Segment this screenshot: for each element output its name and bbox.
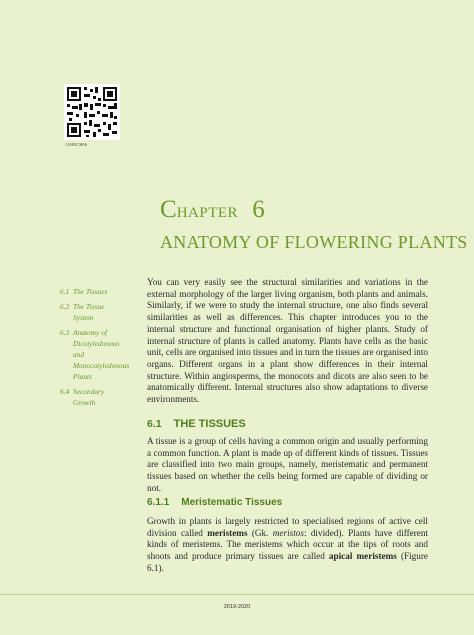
- section-title: THE TISSUES: [173, 418, 246, 430]
- meristem-paragraph: [147, 516, 428, 575]
- chapter-number: 6: [252, 196, 265, 223]
- footer-divider: [0, 594, 474, 595]
- bold-term: meristems: [207, 527, 248, 538]
- section-heading-6-1-1: [147, 497, 282, 508]
- contents-item-label: The Tissues: [73, 287, 108, 296]
- section-heading-6-1: [147, 418, 246, 430]
- contents-item-label: Growth: [73, 398, 96, 407]
- contents-item-6-1[interactable]: [60, 286, 130, 297]
- bold-term: apical meristems: [328, 551, 397, 562]
- chapter-contents-sidebar: [60, 286, 130, 412]
- chapter-label: [160, 196, 265, 224]
- contents-item-label: Anatomy of: [73, 328, 107, 337]
- contents-item-number: 6.3: [60, 328, 70, 337]
- paragraph-text: (Gk.: [247, 527, 273, 538]
- intro-paragraph: You can very easily see the structural similarities and variations in the external morphology of the larger living organism, both plants and animals. Similarly, if we were to study the internal structure, one also finds several similarities as well as differences. This chapter introduces you to the internal structure and functional organisation of higher plants. Study of internal structure of plants is called anatomy. Plants have cells as the basic unit, cells are organised into tissues and in turn the tissues are organised into organs. Different organs in a plant show differences in their internal structure. Within angiosperms, the monocots and dicots are also seen to be anatomically different. Internal structures also show adaptations to diverse environments.: [147, 277, 428, 405]
- section-number: 6.1.1: [147, 497, 170, 508]
- page-footer-year: 2019-2020: [223, 604, 251, 610]
- contents-item-label: System: [73, 313, 94, 322]
- section-number: 6.1: [147, 418, 162, 430]
- contents-item-number: 6.4: [60, 387, 70, 396]
- contents-item-label: Secondary: [73, 387, 105, 396]
- contents-item-label: The Tissue: [73, 302, 105, 311]
- contents-item-6-4[interactable]: [60, 386, 130, 408]
- contents-item-6-2[interactable]: [60, 301, 130, 323]
- paragraph-text: (Figure 6.1).: [147, 551, 428, 573]
- qr-code-image[interactable]: [64, 84, 120, 140]
- contents-item-label: Plants: [73, 372, 92, 381]
- italic-term: meristos: [272, 527, 304, 538]
- qr-code-icon: [64, 84, 120, 140]
- contents-item-label: Monocotyledonous: [73, 361, 130, 370]
- paragraph-text: Growth in plants is largely restricted to specialised regions of active cell division called: [147, 516, 428, 538]
- paragraph-text: : divided). Plants have different kinds of meristems. The meristems which occur at the tips of roots and shoots and produce primary tissues are called: [147, 527, 429, 562]
- contents-item-number: 6.2: [60, 302, 70, 311]
- contents-item-label: Dicotyledonous: [73, 339, 120, 348]
- qr-code-label: 11085CH06: [65, 142, 88, 147]
- chapter-label-rest: HAPTER: [176, 205, 239, 221]
- contents-item-6-3[interactable]: [60, 327, 130, 382]
- chapter-title: ANATOMY OF FLOWERING PLANTS: [160, 232, 468, 252]
- contents-item-label: and: [73, 350, 85, 359]
- section-title: Meristematic Tissues: [181, 497, 283, 508]
- chapter-label-initial: C: [160, 196, 177, 223]
- tissues-paragraph: A tissue is a group of cells having a common origin and usually performing a common function. A plant is made up of different kinds of tissues. Tissues are classified into two main groups, namely, meristematic and permanent tissues based on whether the cells being formed are capable of dividing or not.: [147, 436, 428, 493]
- contents-item-number: 6.1: [60, 287, 70, 296]
